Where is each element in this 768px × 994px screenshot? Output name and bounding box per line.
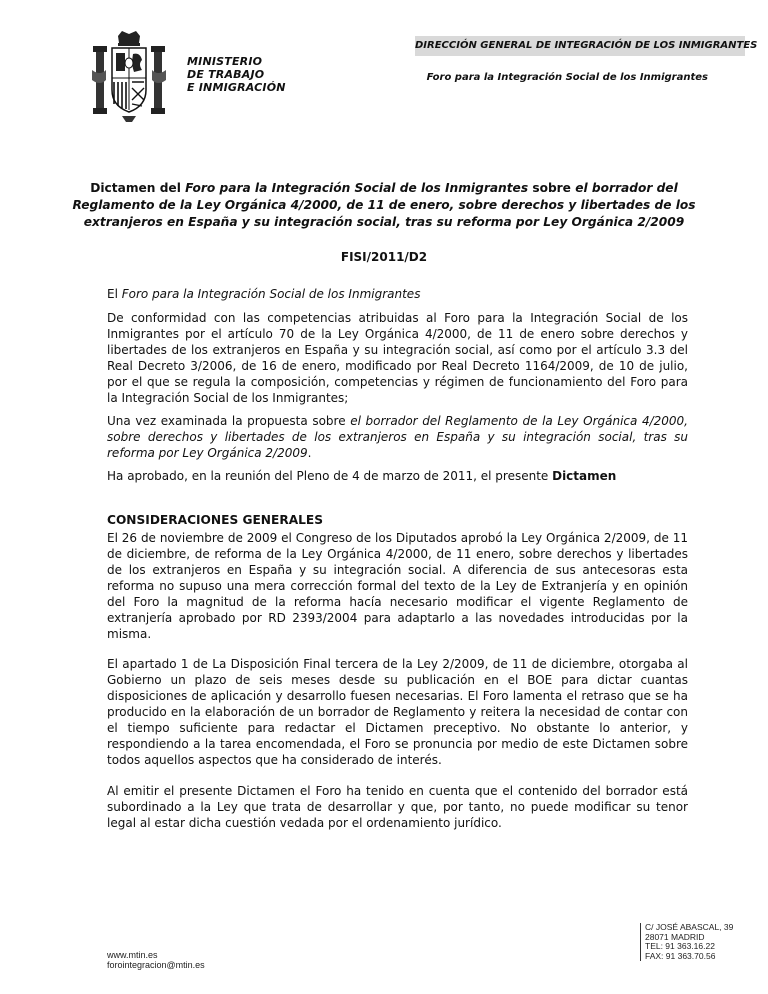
p1-text: El	[107, 287, 122, 301]
paragraph-3	[107, 413, 688, 461]
coat-of-arms-emblem	[90, 30, 168, 124]
p3-end: .	[307, 446, 312, 460]
document-title	[70, 180, 698, 231]
ministry-name	[187, 55, 286, 94]
title-part-1: Dictamen del	[90, 181, 186, 195]
paragraph-7: Al emitir el presente Dictamen el Foro ha tenido en cuenta que el contenido del borrador está subordinado a la Ley que trata de desarrollar y que, por tanto, no puede modificar su tenor legal al estar dicha cuestión vedada por el ordenamiento jurídico.	[107, 784, 688, 830]
footer-address	[640, 923, 733, 961]
title-part-4: el borrador del Reglamento de la Ley Orgánica 4/2000, de 11 de enero, sobre derechos y libertades de los extranjeros en España y su integración social, tras su reforma por Ley Orgánica 2/2009	[72, 181, 696, 229]
paragraph-2: De conformidad con las competencias atribuidas al Foro para la Integración Social de los Inmigrantes por el artículo 70 de la Ley Orgánica 4/2000, de 11 de enero sobre derechos y libertades de los extranjeros en España y su integración social, así como por el artículo 3.3 del Real Decreto 3/2006, de 16 de enero, modificado por Real Decreto 1164/2009, de 10 de julio, por el que se regula la composición, competencias y régimen de funcionamiento del Foro para la Integración Social de los Inmigrantes;	[107, 311, 688, 405]
address-line-4: FAX: 91 363.70.56	[645, 950, 716, 961]
p4-text: Ha aprobado, en la reunión del Pleno de 4 de marzo de 2011, el presente	[107, 469, 553, 483]
paragraph-6: El apartado 1 de La Disposición Final tercera de la Ley 2/2009, de 11 de diciembre, otorgaba al Gobierno un plazo de seis meses desde su publicación en el BOE para dictar cuantas disposiciones de aplicación y desarrollo fuesen necesarias. El Foro lamenta el retraso que se ha producido en la elaboración de un borrador de Reglamento y reitera la necesidad de contar con el tiempo suficiente para redactar el Dictamen preceptivo. No obstante lo anterior, y respondiendo a la tarea encomendada, el Foro se pronuncia por medio de este Dictamen sobre todos aquellos aspectos que ha considerado de interés.	[107, 657, 688, 767]
forum-header: Foro para la Integración Social de los Inmigrantes	[426, 72, 708, 83]
p3-text: Una vez examinada la propuesta sobre	[107, 414, 351, 428]
footer-email-link[interactable]: forointegracion@mtin.es	[107, 960, 205, 970]
paragraph-5: El 26 de noviembre de 2009 el Congreso de los Diputados aprobó la Ley Orgánica 2/2009, de 11 de diciembre, de reforma de la Ley Orgánica 4/2000, de 11 enero, sobre derechos y libertades de los extranjeros en España y su integración social. A diferencia de sus antecesoras esta reforma no supuso una mera corrección formal del texto de la Ley de Extranjería y en opinión del Foro la magnitud de la reforma hacía necesario modificar el vigente Reglamento de extranjería aprobado por RD 2393/2004 para adaptarlo a las novedades introducidas por la misma.	[107, 531, 688, 641]
directorate-banner: DIRECCIÓN GENERAL DE INTEGRACIÓN DE LOS INMIGRANTES	[415, 36, 745, 56]
section-heading: CONSIDERACIONES GENERALES	[107, 513, 324, 527]
address-line-2: 28071 MADRID	[645, 931, 705, 942]
title-part-3: sobre	[528, 181, 576, 195]
document-code: FISI/2011/D2	[340, 250, 428, 264]
ministry-line-3: E INMIGRACIÓN	[187, 81, 286, 94]
document-body	[107, 286, 688, 831]
paragraph-1	[107, 286, 688, 302]
footer-website-link[interactable]: www.mtin.es	[107, 950, 158, 960]
p1-italic: Foro para la Integración Social de los Inmigrantes	[121, 287, 421, 301]
ministry-line-1: MINISTERIO	[187, 55, 263, 68]
p3-italic: el borrador del Reglamento de la Ley Orgánica 4/2000, sobre derechos y libertades de los extranjeros en España y su integración social, tras su reforma por Ley Orgánica 2/2009	[107, 414, 688, 460]
p4-bold: Dictamen	[552, 469, 617, 483]
ministry-line-2: DE TRABAJO	[187, 68, 265, 81]
title-part-2: Foro para la Integración Social de los Inmigrantes	[185, 181, 529, 195]
footer-contact	[107, 950, 205, 970]
address-line-1: C/ JOSÉ ABASCAL, 39	[645, 922, 734, 932]
paragraph-4	[107, 468, 688, 484]
address-line-3: TEL: 91 363.16.22	[645, 941, 715, 951]
